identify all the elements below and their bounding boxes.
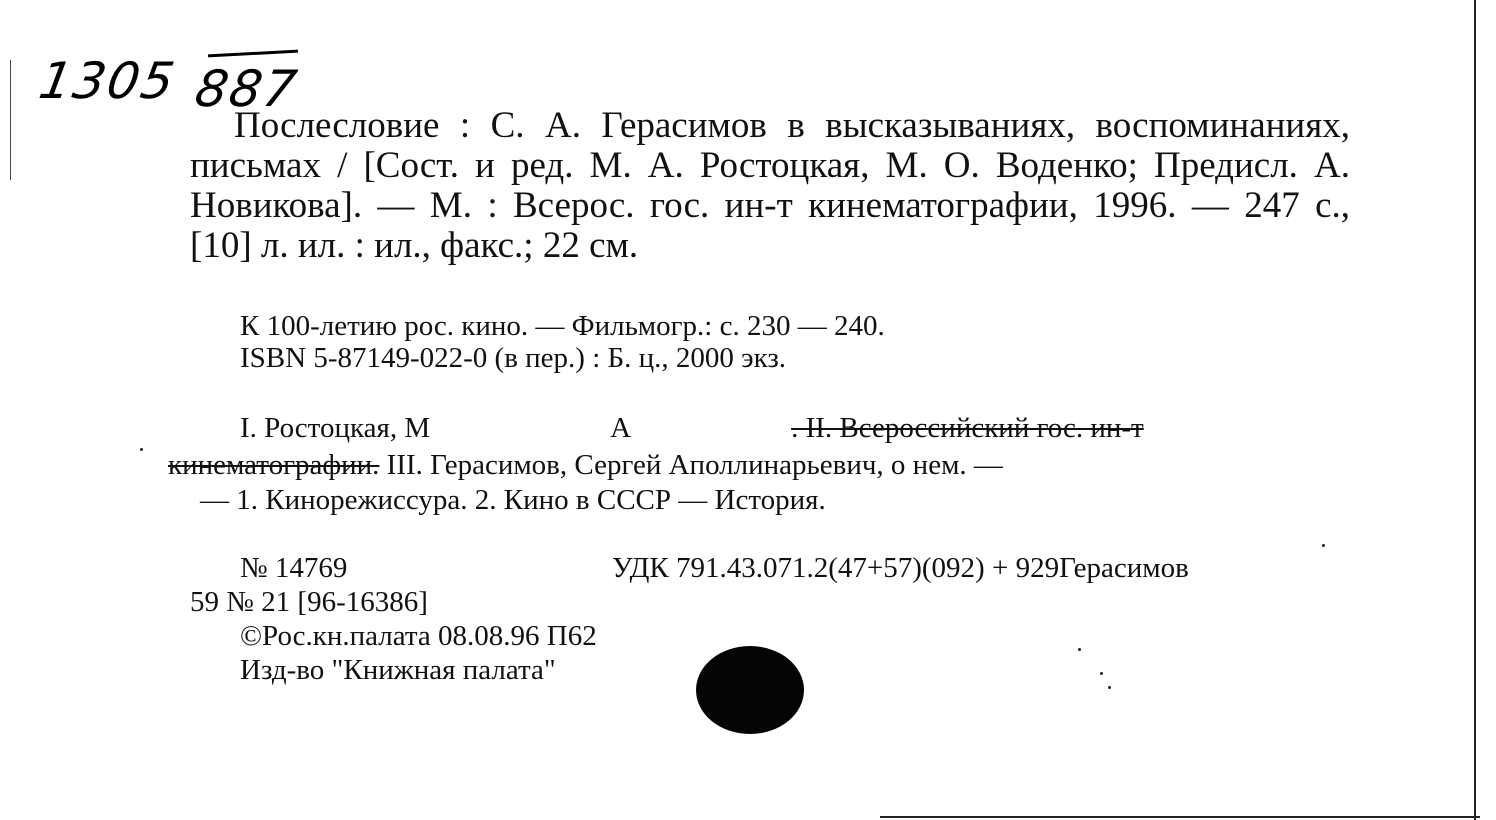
ink-blot xyxy=(696,646,804,734)
tracing-institute-cont: кинематографии. xyxy=(168,449,380,481)
tracing-subject-person: III. Герасимов, Сергей Аполлинарьевич, о нем. — xyxy=(379,449,1003,481)
speck xyxy=(1078,648,1081,651)
bibliographic-description xyxy=(190,106,1350,266)
tracing-institute: . II. Всероссийский гос. ин-т xyxy=(791,412,1144,444)
card-border-right xyxy=(1474,0,1476,820)
speck xyxy=(1100,672,1103,675)
tracing-initial: А xyxy=(610,412,632,444)
tracing-line-1 xyxy=(240,412,1144,445)
tracing-author: I. Ростоцкая, М xyxy=(240,412,431,444)
list-number: 59 № 21 [96-16386] xyxy=(190,586,428,618)
note-isbn: ISBN 5-87149-022-0 (в пер.) : Б. ц., 2000 экз. xyxy=(240,342,787,374)
copyright-line: ©Рос.кн.палата 08.08.96 П62 xyxy=(240,620,597,652)
handwritten-number-a: 1305 xyxy=(34,52,181,110)
handwritten-overline xyxy=(208,50,298,58)
speck xyxy=(1108,686,1111,689)
publisher-line: Изд-во "Книжная палата" xyxy=(240,654,556,686)
udk-code: УДК 791.43.071.2(47+57)(092) + 929Герасимов xyxy=(612,552,1189,584)
card-border-left xyxy=(10,60,11,180)
note-anniversary: К 100-летию рос. кино. — Фильмогр.: с. 230 — 240. xyxy=(240,310,885,342)
tracing-line-2 xyxy=(168,449,1003,482)
handwritten-number-b: 887 xyxy=(190,60,303,118)
tracing-line-3: — 1. Кинорежиссура. 2. Кино в СССР — История. xyxy=(200,484,826,516)
main-text: Послесловие : С. А. Герасимов в высказываниях, воспоминаниях, письмах / [Сост. и ред. М. А. Ростоцкая, М. О. Воденко; Предисл. А. Новикова]. — М. : Всерос. гос. ин-т кинематографии, 1996. — 247 с., [10] л. ил. : ил., факс.; 22 см. xyxy=(190,105,1350,266)
card-border-bottom xyxy=(880,816,1480,818)
record-number: № 14769 xyxy=(240,552,348,584)
speck xyxy=(140,448,143,451)
speck xyxy=(1322,544,1325,547)
